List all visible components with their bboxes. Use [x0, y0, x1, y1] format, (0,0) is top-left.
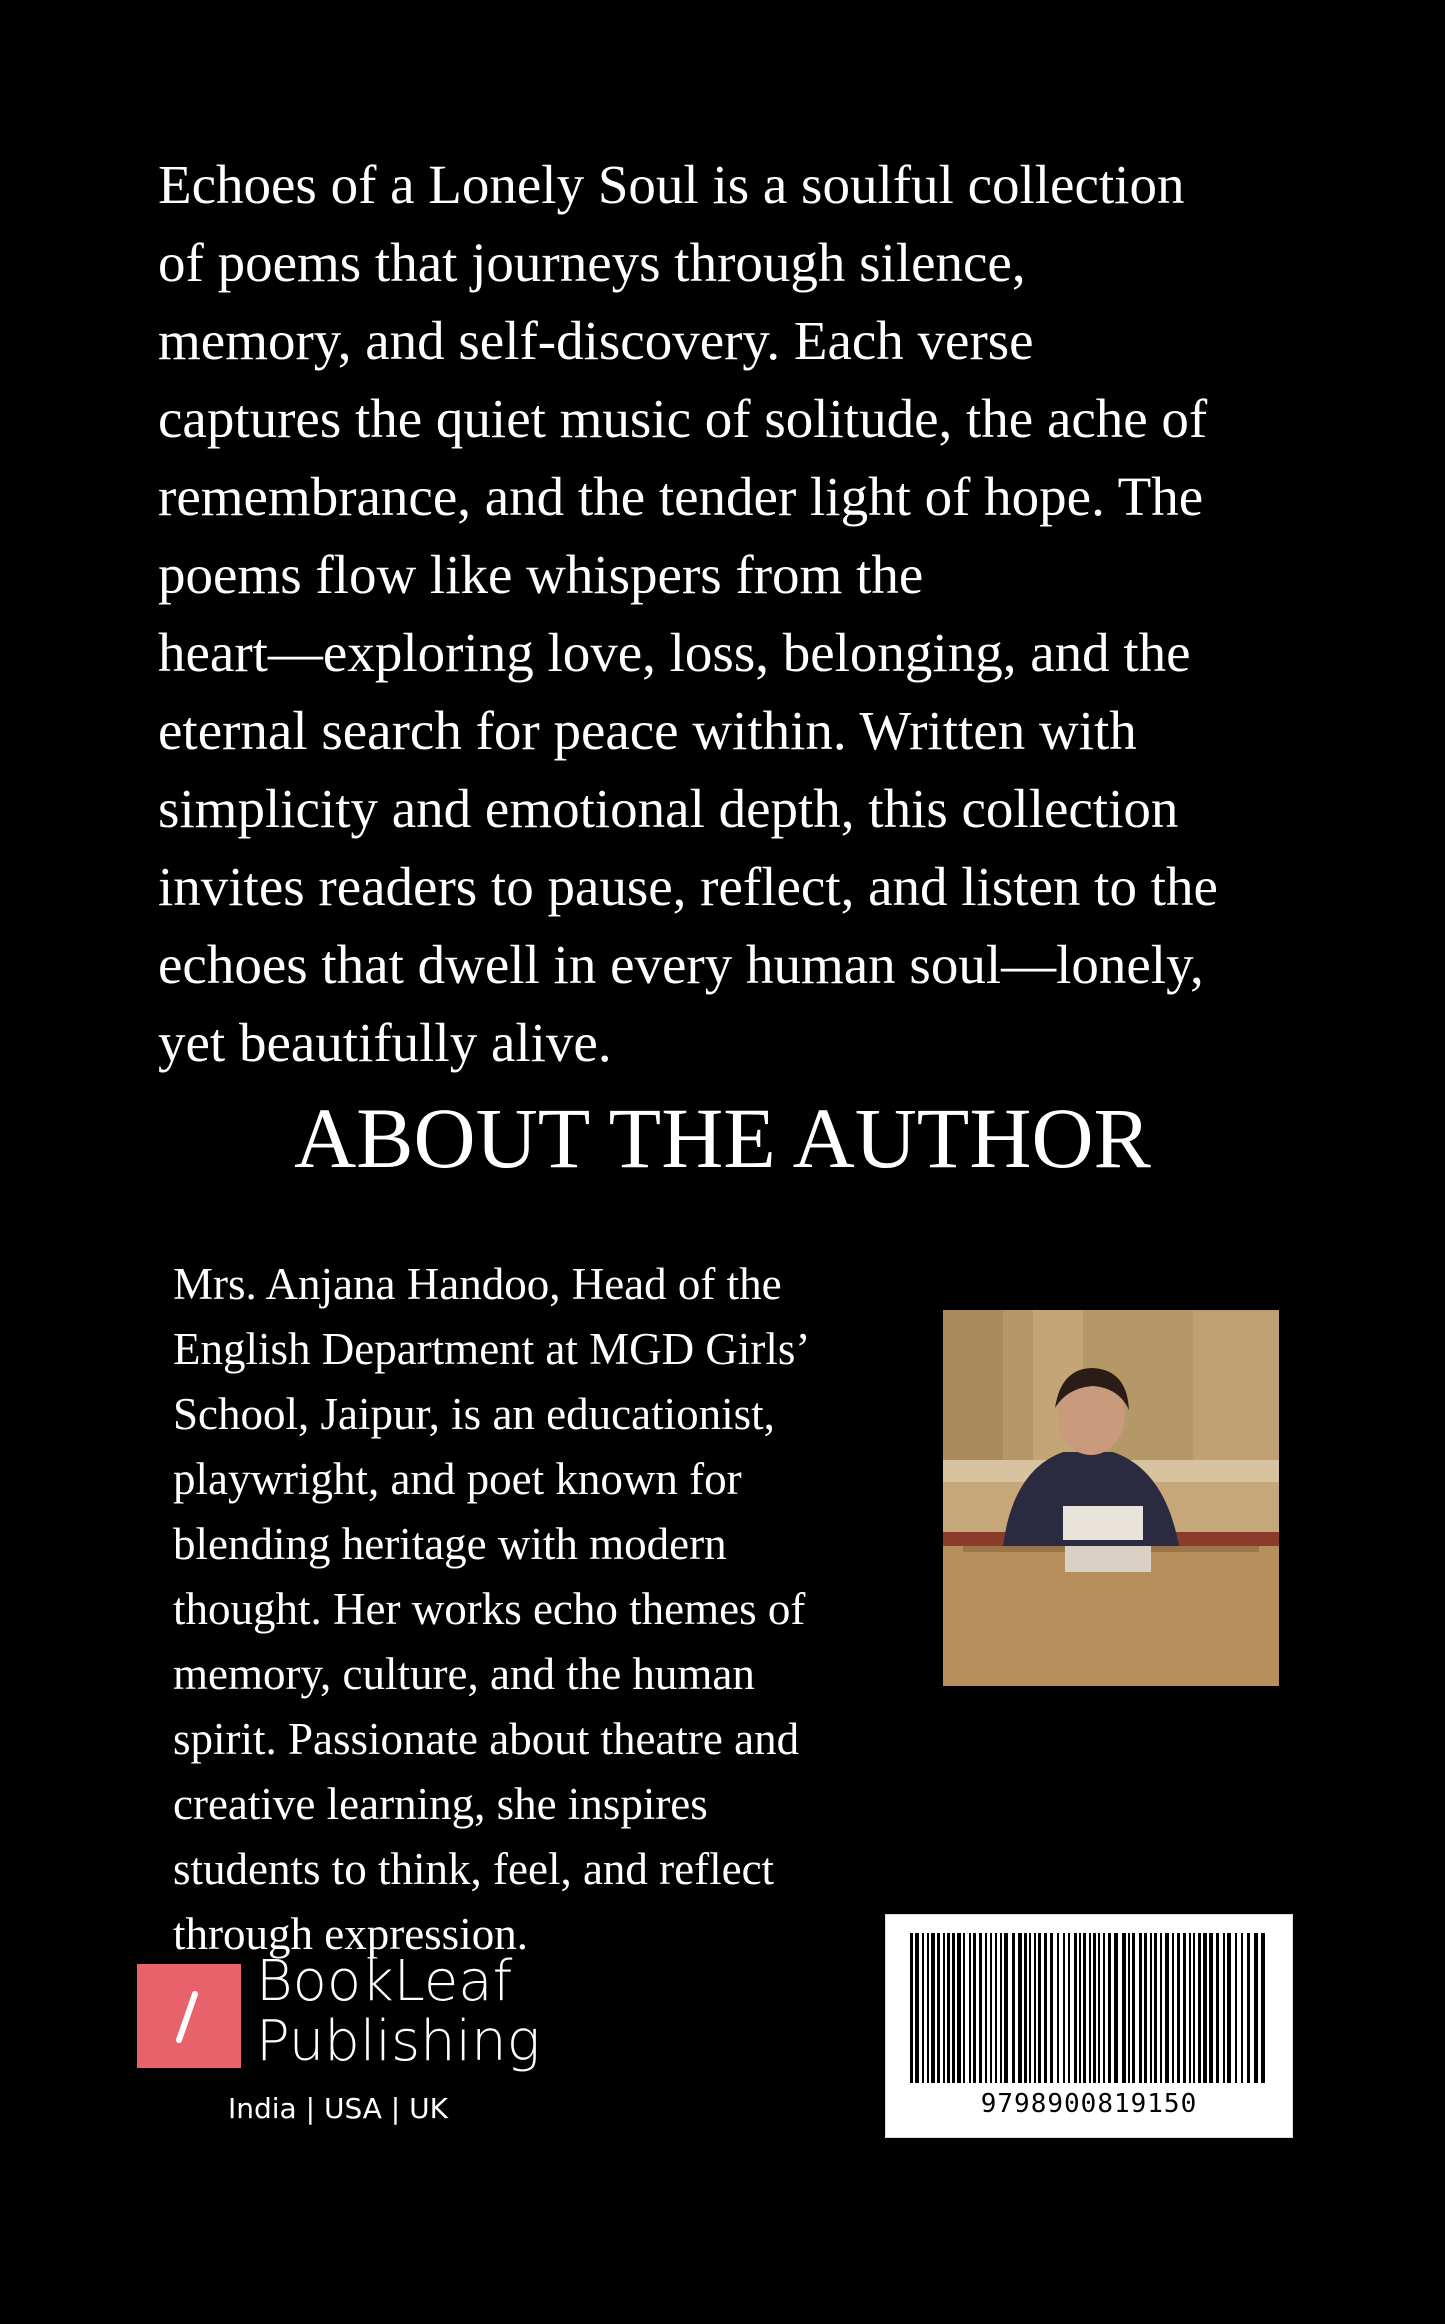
barcode-bar: [1057, 1933, 1059, 2083]
barcode-bar: [1114, 1933, 1118, 2083]
publisher-logo-icon: [137, 1964, 241, 2068]
barcode-bar: [985, 1933, 987, 2083]
barcode-bar: [1093, 1933, 1096, 2083]
barcode-bar: [1172, 1933, 1174, 2083]
barcode-bar: [1034, 1933, 1036, 2083]
barcode-bar: [1004, 1933, 1008, 2083]
barcode-bar: [963, 1933, 965, 2083]
barcode-bar: [1154, 1933, 1157, 2083]
barcode-bar: [1108, 1933, 1111, 2083]
barcode-bar: [979, 1933, 982, 2083]
barcode-bar: [1216, 1933, 1219, 2083]
barcode-bar: [1227, 1933, 1231, 2083]
barcode-bar: [1165, 1933, 1169, 2083]
barcode-bar: [943, 1933, 945, 2083]
barcode-bar: [1241, 1933, 1243, 2083]
publisher-regions: India | USA | UK: [228, 2092, 448, 2125]
barcode-icon: [886, 1915, 1292, 2085]
barcode-bar: [990, 1933, 992, 2083]
barcode-bar: [1144, 1933, 1147, 2083]
barcode-bar: [995, 1933, 997, 2083]
barcode-bar: [1150, 1933, 1152, 2083]
barcode-bar: [1000, 1933, 1002, 2083]
author-photo: [943, 1310, 1279, 1686]
barcode-bar: [947, 1933, 950, 2083]
barcode-bar: [1198, 1933, 1201, 2083]
publisher-name-line2: Publishing: [256, 2009, 541, 2074]
author-bio: Mrs. Anjana Handoo, Head of the English Department at MGD Girls’ School, Jaipur, is an educationist, playwright, and poet known for blending heritage with modern thought. Her works echo themes of memory, culture, and the human spirit. Passionate about theatre and creative learning, she inspires students to think, feel, and reflect through expression.: [173, 1259, 811, 1959]
barcode-bar: [1098, 1933, 1100, 2083]
barcode-bar: [1068, 1933, 1070, 2083]
barcode-bar: [1029, 1933, 1031, 2083]
publisher-name: [256, 1949, 541, 2074]
barcode-bar: [1128, 1933, 1130, 2083]
barcode-bar: [969, 1933, 971, 2083]
barcode-bar: [1189, 1933, 1191, 2083]
isbn-barcode: [885, 1914, 1293, 2138]
barcode-bar: [1063, 1933, 1065, 2083]
barcode-bar: [1261, 1933, 1265, 2083]
barcode-bar: [1089, 1933, 1091, 2083]
barcode-bar: [1183, 1933, 1186, 2083]
barcode-bar: [1193, 1933, 1195, 2083]
barcode-bar: [957, 1933, 961, 2083]
barcode-bar: [927, 1933, 929, 2083]
barcode-bar: [952, 1933, 955, 2083]
barcode-bar: [1018, 1933, 1022, 2083]
barcode-bar: [1074, 1933, 1077, 2083]
barcode-bar: [1024, 1933, 1027, 2083]
barcode-bar: [1012, 1933, 1015, 2083]
isbn-number: 9798900819150: [980, 2089, 1198, 2119]
barcode-bar: [1083, 1933, 1086, 2083]
barcode-bar: [1203, 1933, 1207, 2083]
barcode-bar: [1103, 1933, 1105, 2083]
barcode-bar: [937, 1933, 940, 2083]
barcode-bar: [1132, 1933, 1135, 2083]
barcode-bar: [1247, 1933, 1250, 2083]
barcode-bar: [922, 1933, 924, 2083]
about-author-heading: ABOUT THE AUTHOR: [294, 1090, 1151, 1186]
barcode-bar: [910, 1933, 913, 2083]
barcode-bar: [1044, 1933, 1047, 2083]
barcode-bar: [1177, 1933, 1180, 2083]
barcode-bar: [915, 1933, 919, 2083]
barcode-bar: [931, 1933, 935, 2083]
barcode-bar: [1223, 1933, 1225, 2083]
barcode-bar: [973, 1933, 976, 2083]
barcode-bar: [1038, 1933, 1041, 2083]
publisher-name-line1: BookLeaf: [256, 1949, 513, 2014]
barcode-bar: [1079, 1933, 1081, 2083]
barcode-bar: [1050, 1933, 1053, 2083]
book-blurb: Echoes of a Lonely Soul is a soulful collection of poems that journeys through silence, memory, and self-discovery. Each verse captures the quiet music of solitude, the ache of remembrance, and the tender light of hope. The poems flow like whispers from the heart—exploring love, loss, belonging, and the eternal search for peace within. Written with simplicity and emotional depth, this collection invites readers to pause, reflect, and listen to the echoes that dwell in every human soul—lonely, yet beautifully alive.: [158, 154, 1218, 1073]
barcode-bar: [1209, 1933, 1213, 2083]
barcode-bar: [1160, 1933, 1162, 2083]
barcode-bar: [1122, 1933, 1126, 2083]
barcode-bar: [1139, 1933, 1142, 2083]
barcode-bar: [1254, 1933, 1258, 2083]
barcode-bar: [1235, 1933, 1237, 2083]
author-photo-image: [943, 1310, 1279, 1686]
